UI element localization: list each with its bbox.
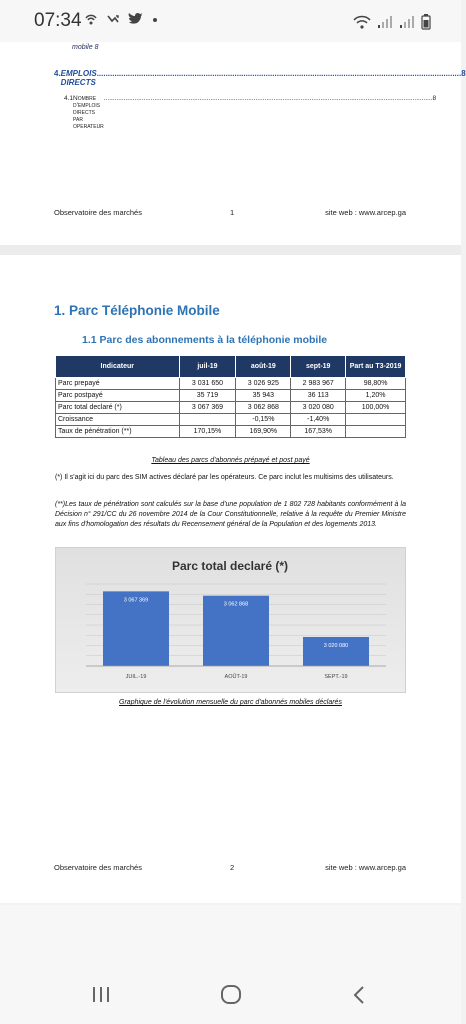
table-cell: 3 020 080 [291,402,346,414]
table-row [56,426,406,438]
toc-entry-section-4[interactable] [54,69,466,87]
chart-title: Parc total declaré (*) [171,559,289,573]
footer-left: Observatoire des marchés [54,863,142,872]
missed-call-icon [106,12,120,26]
table-row [56,378,406,390]
table-cell: 98,80% [346,378,406,390]
table-cell: Parc postpayé [56,390,180,402]
toc-page: 8 [461,69,466,78]
toc-leader-dots: .................................................................................................................................................................... [96,69,462,78]
table-cell: 170,15% [179,426,236,438]
subscriber-table [55,355,406,438]
table-cell: 3 067 369 [179,402,236,414]
bar-chart [55,547,406,693]
table-row [56,402,406,414]
signal-icon-sim1 [377,15,393,29]
chart-x-axis [86,666,386,680]
chart-bars [103,591,369,666]
notification-dot-icon [152,12,158,26]
page-separator [0,245,461,255]
table-cell [346,426,406,438]
footer-page-number: 1 [230,208,235,217]
table-cell: 3 031 650 [179,378,236,390]
chart-canvas [56,548,405,692]
table-cell: Parc total declaré (*) [56,402,180,414]
bar-data-label: 3 067 369 [123,597,149,604]
signal-icon-sim2 [399,15,415,29]
x-tick-label: SEPT.-19 [324,674,348,680]
subsection-heading: 1.1 Parc des abonnements à la téléphonie mobile [82,334,328,346]
toc-number: 4. [54,69,61,78]
clock: 07:34 [34,10,82,31]
table-cell: 2 983 967 [291,378,346,390]
table-row [56,414,406,426]
column-header: Indicateur [56,356,180,378]
hotspot-icon [84,12,98,26]
table-cell: Taux de pénétration (**) [56,426,180,438]
toc-title: Nombre d'emplois directs par operateur [73,95,104,130]
table-cell: Parc prepayé [56,378,180,390]
table-caption: Tableau des parcs d'abonnés prépayé et post payé [151,457,310,464]
footer-page-number: 2 [230,863,235,872]
chart-caption: Graphique de l'évolution mensuelle du parc d'abonnés mobiles déclarés [119,699,342,706]
table-cell: 3 062 868 [236,402,291,414]
home-icon[interactable] [220,985,242,1005]
table-cell [346,414,406,426]
table-cell: 3 026 925 [236,378,291,390]
toc-leader-dots: ...................................................................................................................................................................................... [103,95,433,102]
footer-website: site web : www.arcep.ga [325,208,406,217]
table-cell: -0,15% [236,414,291,426]
back-icon[interactable] [352,985,366,1005]
status-bar [0,0,461,42]
table-cell [179,414,236,426]
toc-page: 8 [432,95,437,102]
footer-website: site web : www.arcep.ga [325,863,406,872]
battery-icon [421,14,431,30]
bar-data-label: 3 020 080 [323,642,349,649]
table-cell: 35 719 [179,390,236,402]
toc-number: 4.1 [64,95,74,102]
toc-entry-section-4-1[interactable] [64,95,437,130]
system-navigation-bar [0,905,461,1024]
table-cell: -1,40% [291,414,346,426]
table-cell: Croissance [56,414,180,426]
document-page-1 [0,42,466,245]
bar-data-label: 3 062 868 [223,601,249,608]
table-cell: 36 113 [291,390,346,402]
footnote-penetration: (**)Les taux de pénétration sont calculés sur la base d'une population de 1 802 728 habitants conformément à la Décision n° 291/CC du 26 novembre 2014 de la Cour Constitutionnelle, relative à la requête du Premier Ministre aux fins d'homologation des résultats du Recensement général de la Population et des logements 2013. [55,501,406,528]
footnote-sim: (*) Il s'agit ici du parc des SIM actives déclaré par les opérateurs. Ce parc inclut les multisims des utilisateurs. [55,474,394,481]
x-tick-label: AOÛT-19 [224,674,248,680]
column-header: juil-19 [179,356,236,378]
chart-bar [303,637,369,666]
section-heading: 1. Parc Téléphonie Mobile [54,303,220,318]
column-header: août-19 [236,356,291,378]
table-cell: 35 943 [236,390,291,402]
toc-title: EMPLOIS DIRECTS [60,69,97,87]
table-cell: 169,90% [236,426,291,438]
column-header: Part au T3-2019 [346,356,406,378]
document-page-2 [0,255,461,903]
column-header: sept-19 [291,356,346,378]
table-cell: 1,20% [346,390,406,402]
x-tick-label: JUIL.-19 [125,674,147,680]
table-cell: 100,00% [346,402,406,414]
table-row [56,390,406,402]
twitter-icon [128,12,144,26]
table-cell: 167,53% [291,426,346,438]
wifi-icon [353,15,371,29]
table-header-row [56,356,406,378]
toc-cut-line: mobile 8 [72,44,99,51]
recent-apps-icon[interactable] [92,985,110,1005]
footer-left: Observatoire des marchés [54,208,142,217]
